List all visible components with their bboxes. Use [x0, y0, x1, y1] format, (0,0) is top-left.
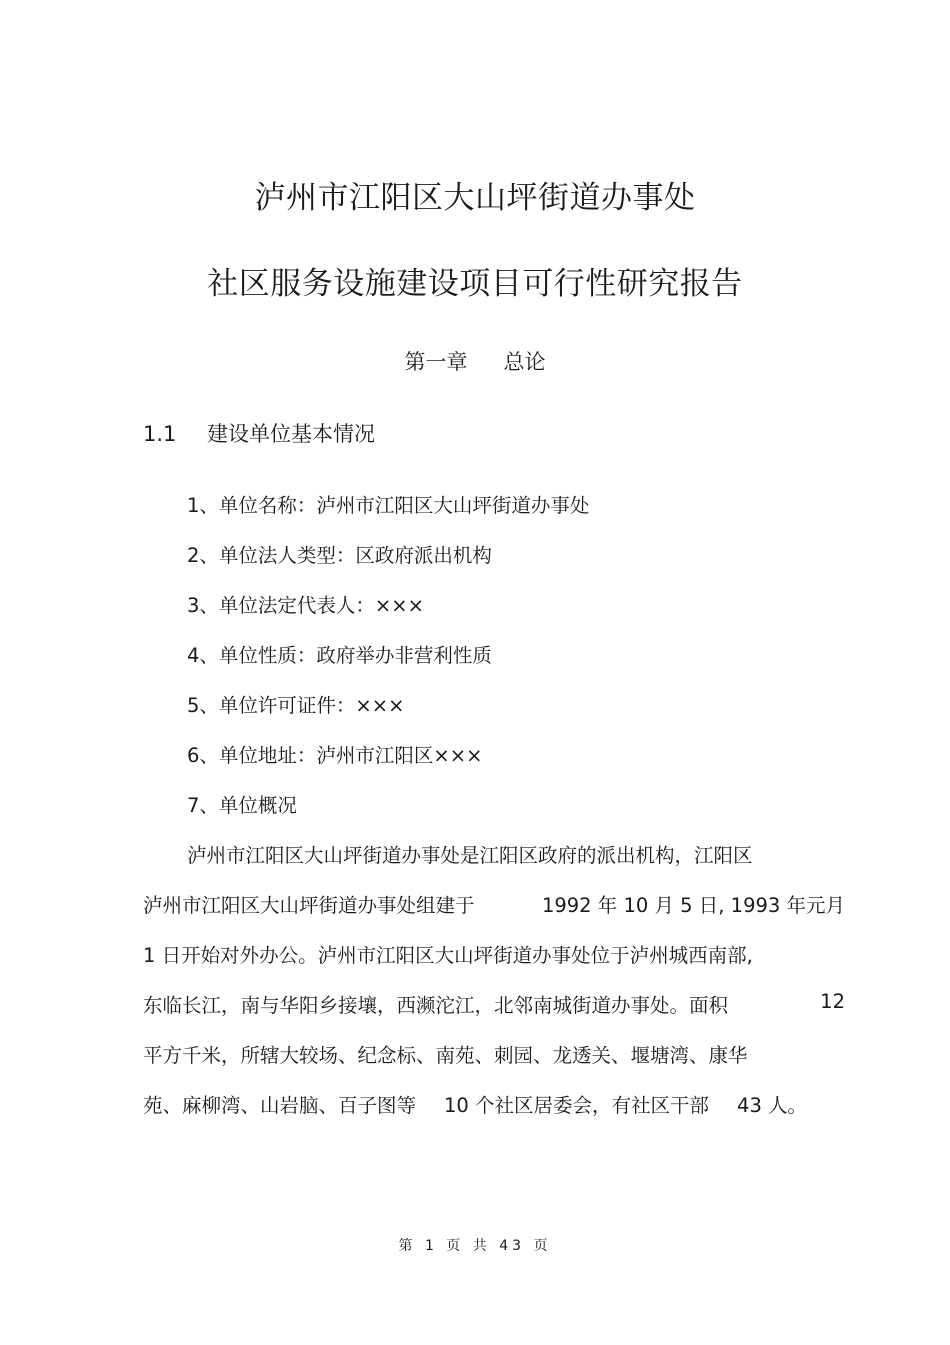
paragraph-line-3: 1 日开始对外办公。泸州市江阳区大山坪街道办事处位于泸州城西南部, — [143, 944, 753, 967]
paragraph-line-4-text: 东临长江，南与华阳乡接壤，西濒沱江，北邻南城街道办事处。面积 — [143, 994, 729, 1017]
paragraph-line-2 — [143, 890, 845, 918]
chapter-heading — [0, 346, 950, 376]
paragraph-line-4-area: 12 — [820, 990, 845, 1013]
list-item: 7、单位概况 — [187, 794, 297, 817]
document-title-line-2: 社区服务设施建设项目可行性研究报告 — [207, 266, 743, 302]
section-number: 1.1 — [143, 422, 177, 446]
paragraph-line-4 — [143, 990, 845, 1018]
document-title-line-1: 泸州市江阳区大山坪街道办事处 — [254, 180, 696, 216]
list-item: 2、单位法人类型：区政府派出机构 — [187, 544, 492, 567]
paragraph-line-6-text: 苑、麻柳湾、山岩脑、百子图等 — [143, 1094, 417, 1117]
list-item: 6、单位地址：泸州市江阳区××× — [187, 744, 483, 767]
paragraph-line-6-staff: 43 人。 — [737, 1094, 808, 1117]
list-item: 3、单位法定代表人：××× — [187, 594, 424, 617]
section-heading — [143, 418, 375, 448]
paragraph-line-2-text: 泸州市江阳区大山坪街道办事处组建于 — [143, 894, 475, 917]
list-item: 1、单位名称：泸州市江阳区大山坪街道办事处 — [187, 494, 590, 517]
paragraph-line-2-date: 1992 年 10 月 5 日, 1993 年元月 — [541, 894, 845, 917]
paragraph-line-5: 平方千米，所辖大较场、纪念标、南苑、刺园、龙透关、堰塘湾、康华 — [143, 1044, 748, 1067]
paragraph-line-6-communities: 10 个社区居委会，有社区干部 — [444, 1094, 710, 1117]
chapter-name: 总论 — [503, 350, 546, 374]
list-item: 5、单位许可证件：××× — [187, 694, 405, 717]
section-title: 建设单位基本情况 — [207, 422, 375, 446]
page-footer: 第 1 页 共 43 页 — [398, 1238, 552, 1254]
list-item: 4、单位性质：政府举办非营利性质 — [187, 644, 492, 667]
chapter-number: 第一章 — [404, 350, 468, 374]
paragraph-line-1: 泸州市江阳区大山坪街道办事处是江阳区政府的派出机构，江阳区 — [187, 844, 753, 867]
paragraph-line-6 — [143, 1090, 807, 1118]
